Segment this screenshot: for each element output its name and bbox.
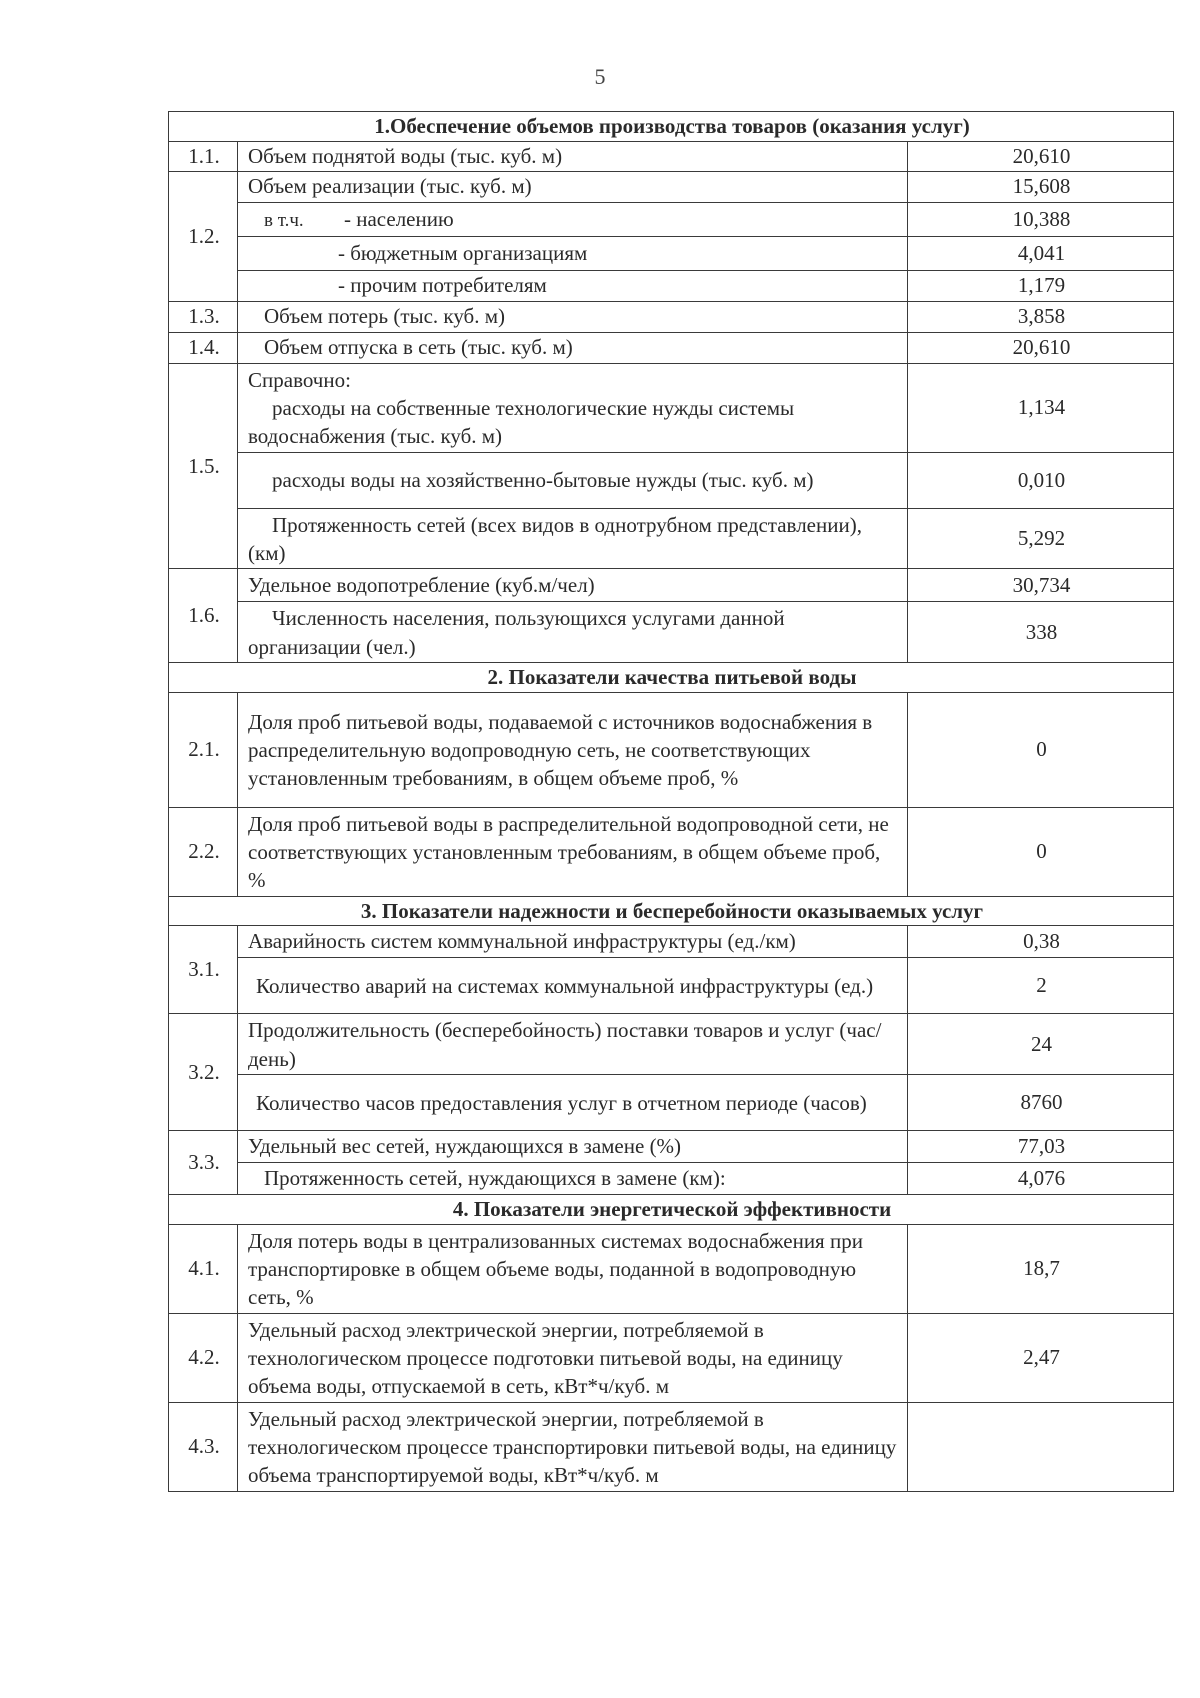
row-label: Продолжительность (бесперебойность) поставки товаров и услуг (час/день)	[238, 1014, 908, 1075]
table-row	[169, 1224, 1174, 1313]
table-row	[169, 508, 1174, 569]
row-value: 24	[908, 1014, 1174, 1075]
table-row	[169, 236, 1174, 270]
row-label: - прочим потребителям	[238, 270, 908, 301]
table-row	[169, 1162, 1174, 1194]
table-row	[169, 363, 1174, 452]
row-label: Объем потерь (тыс. куб. м)	[238, 301, 908, 332]
section-header	[169, 1194, 1174, 1224]
row-value: 8760	[908, 1074, 1174, 1130]
row-number: 1.3.	[169, 301, 238, 332]
row-value: 10,388	[908, 202, 1174, 236]
row-value: 338	[908, 602, 1174, 663]
table-row	[169, 1402, 1174, 1491]
row-label-text: расходы на собственные технологические нужды системы водоснабжения (тыс. куб. м)	[248, 395, 795, 449]
row-number: 4.2.	[169, 1313, 238, 1402]
row-value: 20,610	[908, 141, 1174, 171]
row-number: 1.4.	[169, 332, 238, 363]
row-value: 0,38	[908, 926, 1174, 958]
row-label: Объем реализации (тыс. куб. м)	[238, 171, 908, 202]
row-label: Доля проб питьевой воды в распределительной водопроводной сети, не соответствующих установленным требованиям, в общем объеме проб, %	[238, 807, 908, 896]
row-value: 30,734	[908, 569, 1174, 602]
row-number: 3.1.	[169, 926, 238, 1014]
table-row	[169, 332, 1174, 363]
row-label: Объем отпуска в сеть (тыс. куб. м)	[238, 332, 908, 363]
row-value: 0	[908, 807, 1174, 896]
row-number: 1.5.	[169, 363, 238, 569]
row-label: Удельный вес сетей, нуждающихся в замене (%)	[238, 1130, 908, 1162]
row-label: Количество аварий на системах коммунальной инфраструктуры (ед.)	[238, 958, 908, 1014]
row-value: 0	[908, 692, 1174, 807]
row-value: 0,010	[908, 452, 1174, 508]
row-label: Доля потерь воды в централизованных системах водоснабжения при транспортировке в общем объеме воды, поданной в водопроводную сеть, %	[238, 1224, 908, 1313]
row-label: - бюджетным организациям	[238, 236, 908, 270]
table-row	[169, 270, 1174, 301]
table-row	[169, 301, 1174, 332]
row-label-heading: Справочно:	[248, 367, 351, 392]
row-number: 3.2.	[169, 1014, 238, 1131]
row-value	[908, 1402, 1174, 1491]
table-row	[169, 569, 1174, 602]
table-row	[169, 141, 1174, 171]
row-value: 4,041	[908, 236, 1174, 270]
table-row	[169, 602, 1174, 663]
row-label: Аварийность систем коммунальной инфраструктуры (ед./км)	[238, 926, 908, 958]
indicators-table	[168, 111, 1174, 1492]
table-row	[169, 958, 1174, 1014]
row-number: 2.2.	[169, 807, 238, 896]
row-label: Протяженность сетей, нуждающихся в замене (км):	[238, 1162, 908, 1194]
table-row	[169, 171, 1174, 202]
row-value: 77,03	[908, 1130, 1174, 1162]
table-row	[169, 807, 1174, 896]
section-header	[169, 896, 1174, 926]
row-value: 15,608	[908, 171, 1174, 202]
row-label	[238, 202, 908, 236]
table-row	[169, 926, 1174, 958]
table-row	[169, 1313, 1174, 1402]
section-title: 1.Обеспечение объемов производства товаров (оказания услуг)	[169, 112, 1174, 142]
row-number: 2.1.	[169, 692, 238, 807]
row-number: 1.6.	[169, 569, 238, 663]
row-label-text: - населению	[344, 206, 454, 231]
row-value: 2	[908, 958, 1174, 1014]
row-number: 4.3.	[169, 1402, 238, 1491]
table-row	[169, 452, 1174, 508]
row-value: 20,610	[908, 332, 1174, 363]
table-row	[169, 1014, 1174, 1075]
row-label: Численность населения, пользующихся услугами данной организации (чел.)	[238, 602, 908, 663]
section-title: 2. Показатели качества питьевой воды	[169, 663, 1174, 693]
row-label: Удельный расход электрической энергии, потребляемой в технологическом процессе транспортировки питьевой воды, на единицу объема транспортируемой воды, кВт*ч/куб. м	[238, 1402, 908, 1491]
row-label: Объем поднятой воды (тыс. куб. м)	[238, 141, 908, 171]
row-number: 1.2.	[169, 171, 238, 301]
row-value: 2,47	[908, 1313, 1174, 1402]
section-title: 3. Показатели надежности и бесперебойности оказываемых услуг	[169, 896, 1174, 926]
row-value: 1,134	[908, 363, 1174, 452]
section-header	[169, 112, 1174, 142]
row-value: 1,179	[908, 270, 1174, 301]
row-label-prefix: в т.ч.	[264, 209, 304, 231]
row-value: 3,858	[908, 301, 1174, 332]
section-header	[169, 663, 1174, 693]
table-row	[169, 1130, 1174, 1162]
table-row	[169, 202, 1174, 236]
row-label	[238, 363, 908, 452]
page-number: 5	[594, 64, 606, 89]
row-label: Удельное водопотребление (куб.м/чел)	[238, 569, 908, 602]
row-label: Удельный расход электрической энергии, потребляемой в технологическом процессе подготовки питьевой воды, на единицу объема воды, отпускаемой в сеть, кВт*ч/куб. м	[238, 1313, 908, 1402]
row-value: 5,292	[908, 508, 1174, 569]
row-number: 3.3.	[169, 1130, 238, 1194]
section-title: 4. Показатели энергетической эффективности	[169, 1194, 1174, 1224]
row-label: Количество часов предоставления услуг в отчетном периоде (часов)	[238, 1074, 908, 1130]
row-value: 4,076	[908, 1162, 1174, 1194]
row-number: 4.1.	[169, 1224, 238, 1313]
table-row	[169, 1074, 1174, 1130]
row-value: 18,7	[908, 1224, 1174, 1313]
row-label: расходы воды на хозяйственно-бытовые нужды (тыс. куб. м)	[238, 452, 908, 508]
row-number: 1.1.	[169, 141, 238, 171]
row-label: Доля проб питьевой воды, подаваемой с источников водоснабжения в распределительную водопроводную сеть, не соответствующих установленным требованиям, в общем объеме проб, %	[238, 692, 908, 807]
row-label: Протяженность сетей (всех видов в однотрубном представлении), (км)	[238, 508, 908, 569]
table-row	[169, 692, 1174, 807]
